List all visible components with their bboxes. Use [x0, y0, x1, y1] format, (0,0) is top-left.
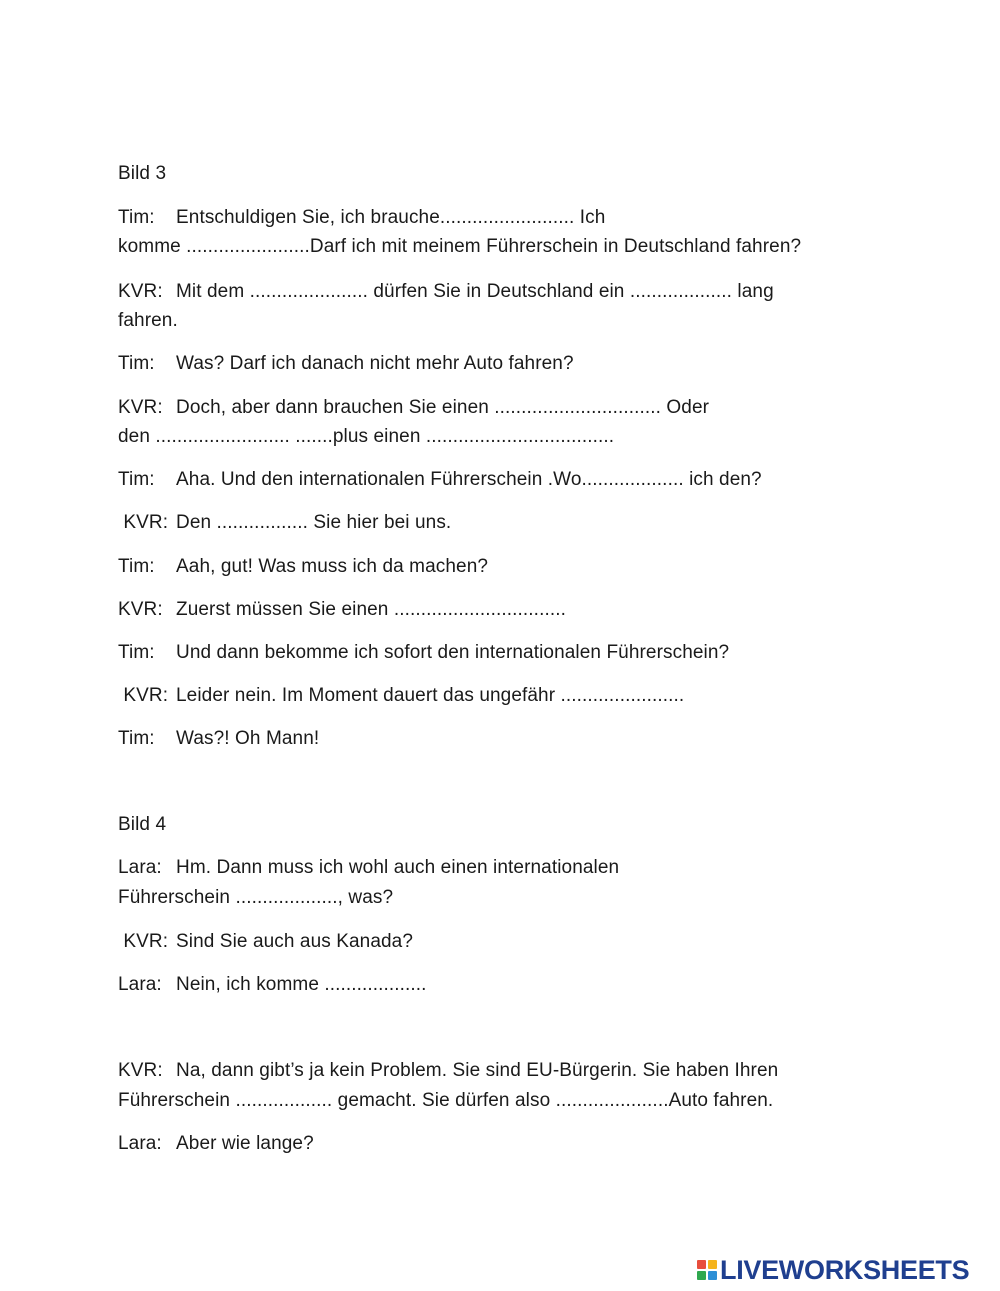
- dialogue-text: Hm. Dann muss ich wohl auch einen internationalen: [176, 857, 620, 878]
- liveworksheets-logo: [697, 1255, 969, 1285]
- dialogue-line: [118, 1129, 314, 1159]
- dialogue-text: Aber wie lange?: [176, 1133, 314, 1154]
- logo-square-v: [697, 1271, 706, 1280]
- speaker-label: Tim:: [118, 353, 155, 374]
- dialogue-line: [118, 1056, 778, 1086]
- speaker-label: Tim:: [118, 556, 155, 577]
- heading-bild-4: Bild 4: [118, 814, 167, 835]
- dialogue-continuation: Führerschein ..................., was?: [118, 887, 394, 908]
- dialogue-continuation: den ......................... .......plus einen ...................................: [118, 426, 615, 447]
- dialogue-line: [118, 970, 427, 1000]
- dialogue-continuation: Führerschein .................. gemacht. Sie dürfen also .....................Auto fahren.: [118, 1090, 774, 1111]
- logo-text: LIVEWORKSHEETS: [720, 1254, 970, 1285]
- dialogue-line: [118, 927, 413, 957]
- dialogue-line: [118, 465, 762, 495]
- speaker-label: Lara:: [118, 974, 162, 995]
- speaker-label: KVR:: [118, 931, 169, 952]
- speaker-label: KVR:: [118, 1060, 163, 1081]
- dialogue-text: Doch, aber dann brauchen Sie einen ............................... Oder: [176, 397, 710, 418]
- speaker-label: Tim:: [118, 642, 155, 663]
- logo-square-i: [708, 1260, 717, 1269]
- dialogue-line: [118, 638, 729, 668]
- logo-square-l: [697, 1260, 706, 1269]
- speaker-label: KVR:: [118, 685, 169, 706]
- dialogue-line: [118, 552, 488, 582]
- dialogue-line: [118, 349, 574, 379]
- speaker-label: KVR:: [118, 599, 163, 620]
- speaker-label: Tim:: [118, 728, 155, 749]
- logo-square-e: [708, 1271, 717, 1280]
- dialogue-line: [118, 508, 451, 538]
- dialogue-text: Nein, ich komme ...................: [176, 974, 427, 995]
- dialogue-continuation: fahren.: [118, 310, 178, 331]
- dialogue-text: Aha. Und den internationalen Führerschein .Wo................... ich den?: [176, 469, 762, 490]
- dialogue-text: Mit dem ...................... dürfen Sie in Deutschland ein ................... lang: [176, 281, 774, 302]
- dialogue-text: Zuerst müssen Sie einen ................................: [176, 599, 566, 620]
- dialogue-text: Was? Darf ich danach nicht mehr Auto fahren?: [176, 353, 574, 374]
- dialogue-text: Leider nein. Im Moment dauert das ungefähr .......................: [176, 685, 685, 706]
- speaker-label: KVR:: [118, 281, 163, 302]
- dialogue-line: [118, 853, 619, 883]
- logo-mark-icon: [697, 1260, 717, 1280]
- dialogue-continuation: komme .......................Darf ich mit meinem Führerschein in Deutschland fahren?: [118, 236, 802, 257]
- dialogue-line: [118, 393, 709, 423]
- dialogue-text: Aah, gut! Was muss ich da machen?: [176, 556, 489, 577]
- speaker-label: KVR:: [118, 397, 163, 418]
- dialogue-text: Sind Sie auch aus Kanada?: [176, 931, 414, 952]
- heading-bild-3: Bild 3: [118, 163, 167, 184]
- dialogue-text: Entschuldigen Sie, ich brauche......................... Ich: [176, 207, 606, 228]
- dialogue-line: [118, 724, 319, 754]
- dialogue-line: [118, 681, 684, 711]
- dialogue-text: Was?! Oh Mann!: [176, 728, 320, 749]
- dialogue-line: [118, 203, 605, 233]
- dialogue-line: [118, 277, 774, 307]
- dialogue-text: Na, dann gibt’s ja kein Problem. Sie sind EU-Bürgerin. Sie haben Ihren: [176, 1060, 779, 1081]
- dialogue-line: [118, 595, 566, 625]
- dialogue-text: Und dann bekomme ich sofort den internationalen Führerschein?: [176, 642, 730, 663]
- speaker-label: Tim:: [118, 469, 155, 490]
- speaker-label: Tim:: [118, 207, 155, 228]
- speaker-label: Lara:: [118, 1133, 162, 1154]
- dialogue-text: Den ................. Sie hier bei uns.: [176, 512, 452, 533]
- speaker-label: KVR:: [118, 512, 169, 533]
- speaker-label: Lara:: [118, 857, 162, 878]
